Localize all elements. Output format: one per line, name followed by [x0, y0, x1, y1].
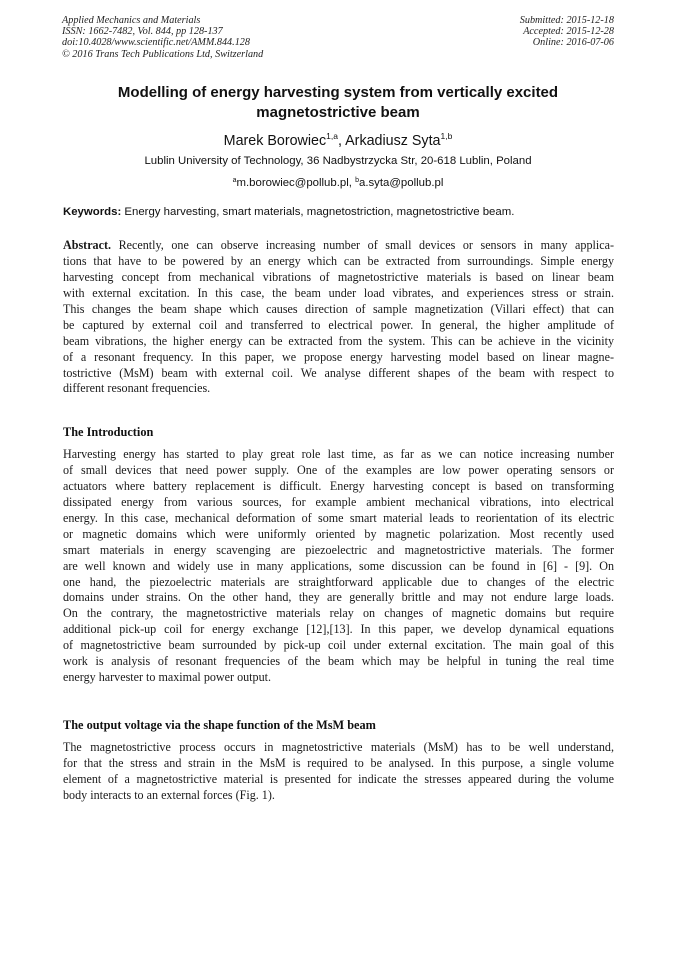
- intro-line: smart materials in energy scavenging are piezoelectric and magnetostrictive materials. The former: [63, 542, 614, 557]
- header-right: [520, 15, 614, 49]
- keywords-text: Energy harvesting, smart materials, magnetostriction, magnetostrictive beam.: [121, 206, 515, 218]
- section-heading-introduction: The Introduction: [63, 425, 154, 439]
- abstract-line: tostrictive (MsM) beam with external coil. We analyse different shapes of the beam with respect to: [63, 365, 614, 380]
- header-left: [62, 15, 263, 60]
- affiliation: Lublin University of Technology, 36 Nadbystrzycka Str, 20-618 Lublin, Poland: [144, 155, 532, 167]
- author-1: Marek Borowiec: [223, 133, 327, 149]
- email-b: a.syta@pollub.pl: [358, 177, 444, 189]
- abstract-line: harvesting concept from mechanical vibrations of magnetostrictive materials is based on linear beam: [63, 269, 614, 284]
- author-2: Arkadiusz Syta: [345, 133, 441, 149]
- author-separator: ,: [337, 133, 346, 149]
- doi-line: doi:10.4028/www.scientific.net/AMM.844.128: [62, 37, 250, 49]
- email-a: m.borowiec@pollub.pl,: [236, 177, 356, 189]
- intro-line: dissipated energy from various sources, for example ambient mechanical vibrations, into electrical: [63, 494, 614, 509]
- title-line-1: Modelling of energy harvesting system from vertically excited: [117, 84, 559, 101]
- abstract-line: be captured by external coil and transferred to electrical power. In general, the higher amplitude of: [63, 317, 614, 332]
- abstract-line: beam vibrations, the higher energy can be extracted from the system. This can be achieve in the vicinity: [63, 333, 614, 348]
- author-emails: [62, 174, 614, 190]
- section2-line: body interacts to an external forces (Fig. 1).: [63, 787, 275, 802]
- section2-line: for that the stress and strain in the MsM is required to be analysed. In this purpose, a single volume: [63, 755, 614, 770]
- intro-line: additional pick-up coil for energy exchange [12],[13]. In this paper, we develop dynamical equations: [63, 622, 614, 637]
- author-1-affiliation-mark: 1,a: [326, 131, 338, 141]
- email-b-mark: b: [355, 177, 359, 184]
- section-heading-output-voltage: The output voltage via the shape function of the MsM beam: [63, 718, 376, 732]
- email-a-mark: a: [232, 177, 237, 184]
- introduction-body: [63, 447, 614, 686]
- abstract-label: Abstract.: [63, 238, 112, 252]
- abstract-line-text: Recently, one can observe increasing number of small devices or sensors in many applica-: [111, 238, 614, 252]
- abstract-line: tions that have to be powered by an energy which can be extracted from surroundings. Simple energy: [63, 253, 614, 268]
- intro-line: of magnetostrictive beam surrounded by pick-up coil under external excitation. The main goal of this: [63, 638, 614, 653]
- copyright-line: © 2016 Trans Tech Publications Ltd, Switzerland: [62, 48, 264, 60]
- accepted-date: Accepted: 2015-12-28: [523, 26, 614, 38]
- intro-line: work is analysis of resonant frequencies of the beam which may be helpful in tuning the real time: [63, 654, 614, 669]
- intro-line: or magnetic domains which were uniformly oriented by magnetic polarization. Most recently used: [63, 526, 614, 541]
- intro-line: actuators where battery replacement is difficult. Energy harvesting concept is based on transforming: [63, 478, 614, 493]
- paper-title: [62, 83, 614, 123]
- abstract-line: with external excitation. In this case, the beam under load vibrates, and experiences stress or strain.: [63, 285, 614, 300]
- intro-line: are well known and widely use in many applications, some discussion can be found in [6] - [9]. On: [63, 558, 614, 573]
- abstract-line: of a resonant frequency. In this paper, we propose energy harvesting model based on linear magne-: [63, 349, 614, 364]
- section2-line: element of a magnetostrictive material is presented for indicate the stresses appeared during the volume: [63, 771, 614, 786]
- intro-line: one hand, the piezoelectric materials are straightforward applicable due to changes of the electric: [63, 574, 614, 589]
- abstract-line: different resonant frequencies.: [63, 381, 211, 396]
- intro-line: of small devices that need power supply. One of the examples are low power operating sensors or: [63, 462, 614, 477]
- online-date: Online: 2016-07-06: [532, 37, 614, 49]
- section2-line: The magnetostrictive process occurs in magnetostrictive materials (MsM) has to be well understand,: [63, 740, 614, 754]
- abstract-line: [63, 238, 614, 254]
- intro-line: energy. In this case, mechanical deformation of some smart material leads to reorientation of its electric: [63, 510, 614, 525]
- intro-line: Harvesting energy has started to play great role last time, as far as we can notice increasing number: [63, 447, 614, 461]
- keywords-label: Keywords:: [63, 206, 122, 218]
- issn-line: ISSN: 1662-7482, Vol. 844, pp 128-137: [62, 26, 223, 38]
- abstract: [63, 238, 614, 397]
- title-line-2: magnetostrictive beam: [256, 104, 420, 121]
- intro-line: domains under strains. On the other hand, they are generally brittle and may not endure large loads.: [63, 590, 614, 605]
- intro-line: energy harvester to maximal power output.: [63, 670, 271, 685]
- abstract-line: This changes the beam shape which causes direction of sample magnetization (Villari effect) that can: [63, 301, 614, 316]
- intro-line: On the contrary, the magnetostrictive materials relay on changes of magnetic domains but require: [63, 606, 614, 621]
- author-list: [62, 127, 614, 150]
- submitted-date: Submitted: 2015-12-18: [519, 15, 614, 26]
- journal-name: Applied Mechanics and Materials: [62, 15, 201, 26]
- section2-body: [63, 740, 614, 804]
- author-2-affiliation-mark: 1,b: [440, 131, 453, 141]
- keywords: [63, 205, 614, 219]
